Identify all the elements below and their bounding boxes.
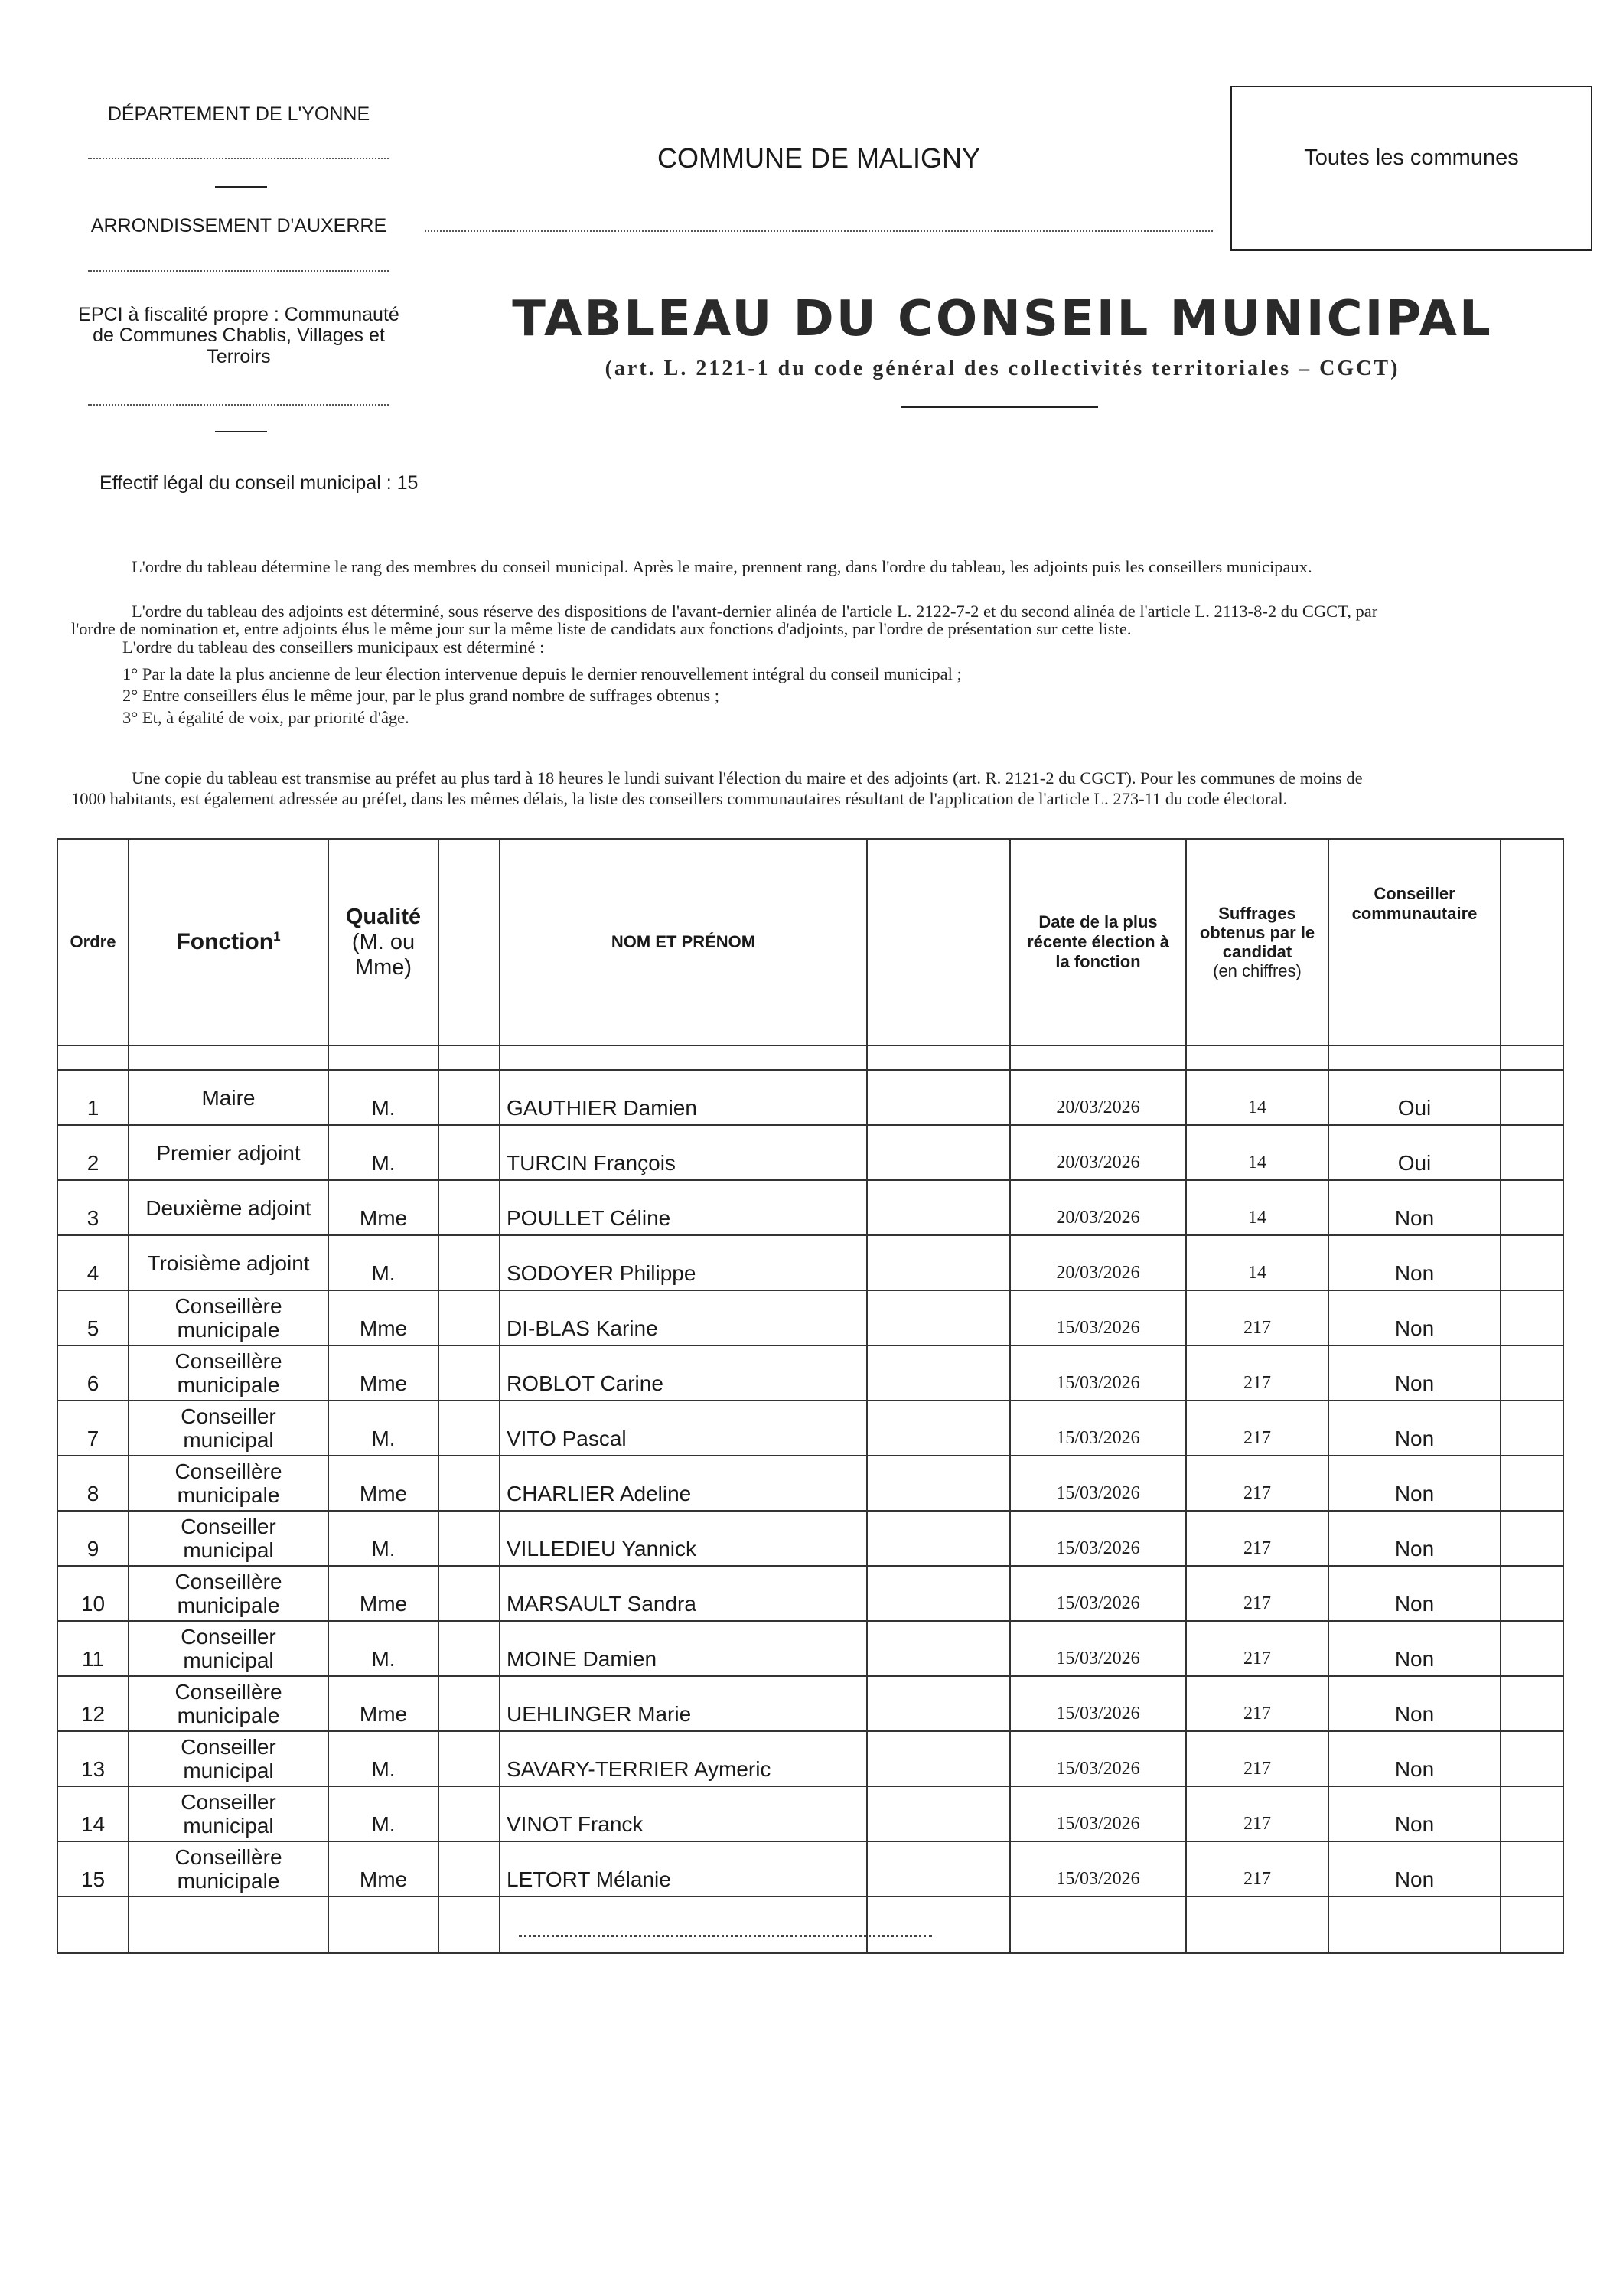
header-suffrages-line-1: Suffrages	[1218, 904, 1296, 923]
cell-suffrages: 217	[1243, 1648, 1271, 1668]
cell-nom: GAUTHIER Damien	[507, 1095, 697, 1120]
header-suffrages-line-2: obtenus par le	[1199, 923, 1315, 942]
cell-date: 15/03/2026	[1056, 1758, 1140, 1779]
page-title: TABLEAU DU CONSEIL MUNICIPAL	[512, 291, 1493, 347]
cell-communautaire: Oui	[1397, 1150, 1432, 1175]
paragraph-5: 2° Entre conseillers élus le même jour, par le plus grand nombre de suffrages obtenus ;	[122, 686, 719, 705]
cell-communautaire: Non	[1394, 1756, 1435, 1781]
cell-fonction-line-1: Conseillère	[174, 1294, 282, 1318]
cell-qualite: M.	[371, 1095, 396, 1120]
paragraph-7a: Une copie du tableau est transmise au préfet au plus tard à 18 heures le lundi suivant l'élection du maire et des adjoints (art. R. 2121-2 du CGCT). Pour les communes de moins de	[132, 768, 1363, 788]
cell-communautaire: Non	[1394, 1646, 1435, 1671]
cell-ordre: 11	[81, 1646, 105, 1671]
header-suffrages-line-3: candidat	[1222, 942, 1292, 961]
cell-communautaire: Non	[1394, 1261, 1435, 1285]
cell-qualite: Mme	[359, 1867, 408, 1891]
table-row	[57, 1401, 1563, 1456]
table-row	[57, 1070, 1563, 1125]
cell-nom: SODOYER Philippe	[507, 1261, 696, 1285]
cell-suffrages: 217	[1243, 1427, 1271, 1448]
cell-communautaire: Non	[1394, 1205, 1435, 1230]
cell-communautaire: Non	[1394, 1591, 1435, 1616]
cell-date: 15/03/2026	[1056, 1648, 1140, 1668]
cell-communautaire: Non	[1394, 1536, 1435, 1561]
cell-date: 15/03/2026	[1056, 1538, 1140, 1558]
cell-qualite: M.	[371, 1646, 396, 1671]
epci-line-2: de Communes Chablis, Villages et	[93, 325, 385, 346]
commune-dotted-line	[425, 230, 1213, 232]
table-row	[57, 1511, 1563, 1566]
header-date-line-2: récente élection à	[1027, 932, 1169, 951]
cell-fonction-line-2: Troisième adjoint	[147, 1251, 310, 1275]
header-nom: NOM ET PRÉNOM	[500, 839, 867, 1045]
cell-fonction-line-2: municipale	[177, 1318, 280, 1342]
cell-fonction-line-1: Conseillère	[174, 1349, 282, 1373]
cell-qualite: Mme	[359, 1371, 408, 1395]
table-row	[57, 1566, 1563, 1621]
cell-fonction-line-2: municipale	[177, 1593, 280, 1617]
cell-nom: MARSAULT Sandra	[507, 1591, 696, 1616]
cell-date: 20/03/2026	[1056, 1097, 1140, 1117]
cell-fonction-line-2: municipale	[177, 1373, 280, 1397]
cell-qualite: M.	[371, 1812, 396, 1836]
header-qualite-line-2: (M. ou	[351, 929, 416, 954]
cell-ordre: 12	[80, 1701, 106, 1726]
cell-fonction-line-1: Conseiller	[181, 1515, 276, 1538]
cell-suffrages: 217	[1243, 1372, 1271, 1393]
cell-ordre: 8	[86, 1481, 99, 1505]
cell-fonction-line-1: Conseillère	[174, 1570, 282, 1593]
cell-communautaire: Non	[1394, 1481, 1435, 1505]
cell-suffrages: 217	[1243, 1758, 1271, 1779]
cell-fonction-line-1: Conseiller	[181, 1790, 276, 1814]
cell-suffrages: 14	[1248, 1097, 1266, 1117]
header-qualite-line-3: Mme)	[354, 954, 412, 980]
cell-ordre: 4	[86, 1261, 99, 1285]
cell-nom: CHARLIER Adeline	[507, 1481, 692, 1505]
title-underline	[901, 406, 1098, 408]
cell-date: 15/03/2026	[1056, 1427, 1140, 1448]
cell-qualite: M.	[371, 1536, 396, 1561]
cell-date: 15/03/2026	[1056, 1593, 1140, 1613]
cell-fonction-line-1: Conseiller	[181, 1404, 276, 1428]
cell-nom: ROBLOT Carine	[507, 1371, 663, 1395]
header-blank-col	[438, 839, 500, 1045]
footnote-marker: 1	[273, 929, 281, 944]
cell-nom: UEHLINGER Marie	[507, 1701, 692, 1726]
separator-dash	[215, 186, 267, 188]
page-subtitle: (art. L. 2121-1 du code général des collectivités territoriales – CGCT)	[605, 357, 1400, 380]
cell-fonction-line-2: municipal	[183, 1538, 274, 1562]
cell-fonction-line-1: Conseillère	[174, 1459, 282, 1483]
header-suffrages-line-4: (en chiffres)	[1213, 961, 1302, 980]
header-date	[1010, 839, 1186, 1045]
cell-fonction-line-2: Maire	[201, 1085, 256, 1110]
header-blank-col	[1501, 839, 1563, 1045]
table-row	[57, 1621, 1563, 1676]
cell-ordre: 14	[80, 1812, 106, 1836]
cell-date: 15/03/2026	[1056, 1868, 1140, 1889]
epci-dotted-line	[88, 404, 389, 406]
cell-communautaire: Non	[1394, 1316, 1435, 1340]
header-conseiller-line-1: Conseiller	[1374, 884, 1455, 903]
cell-communautaire: Non	[1394, 1867, 1435, 1891]
table-row	[57, 1786, 1563, 1841]
paragraph-7b: 1000 habitants, est également adressée au préfet, dans les mêmes délais, la liste des conseillers communautaires résultant de l'application de l'article L. 273-11 du code électoral.	[71, 789, 1288, 808]
separator-dash	[215, 431, 267, 432]
cell-communautaire: Non	[1394, 1371, 1435, 1395]
cell-fonction-line-2: municipal	[183, 1428, 274, 1452]
cell-fonction-line-1: Conseillère	[174, 1845, 282, 1869]
cell-date: 20/03/2026	[1056, 1207, 1140, 1228]
departement-label: DÉPARTEMENT DE L'YONNE	[107, 103, 370, 125]
council-table	[57, 838, 1564, 1954]
cell-nom: VITO Pascal	[507, 1426, 627, 1450]
cell-communautaire: Non	[1394, 1426, 1435, 1450]
header-conseiller-line-2: communautaire	[1351, 904, 1478, 923]
commune-name: COMMUNE DE MALIGNY	[657, 142, 981, 174]
cell-ordre: 10	[80, 1591, 106, 1616]
cell-ordre: 6	[86, 1371, 99, 1395]
table-row	[57, 1180, 1563, 1235]
cell-qualite: Mme	[359, 1205, 408, 1230]
paragraph-3: L'ordre du tableau des conseillers municipaux est déterminé :	[122, 638, 545, 657]
departement-dotted-line	[88, 158, 389, 159]
cell-qualite: Mme	[359, 1481, 408, 1505]
header-suffrages	[1186, 839, 1328, 1045]
cell-suffrages: 217	[1243, 1482, 1271, 1503]
cell-qualite: M.	[371, 1426, 396, 1450]
cell-suffrages: 14	[1248, 1207, 1266, 1228]
cell-fonction-line-2: municipal	[183, 1814, 274, 1838]
cell-nom: POULLET Céline	[507, 1205, 671, 1230]
cell-ordre: 15	[80, 1867, 106, 1891]
paragraph-1: L'ordre du tableau détermine le rang des membres du conseil municipal. Après le maire, prennent rang, dans l'ordre du tableau, les adjoints puis les conseillers municipaux.	[132, 557, 1312, 576]
cell-nom: VILLEDIEU Yannick	[507, 1536, 696, 1561]
empty-last-row	[57, 1896, 1563, 1953]
cell-qualite: M.	[371, 1150, 396, 1175]
cell-date: 15/03/2026	[1056, 1703, 1140, 1724]
cell-fonction-line-1: Conseillère	[174, 1680, 282, 1704]
cell-date: 20/03/2026	[1056, 1152, 1140, 1172]
cell-nom: VINOT Franck	[507, 1812, 644, 1836]
cell-suffrages: 217	[1243, 1538, 1271, 1558]
cell-communautaire: Non	[1394, 1701, 1435, 1726]
cell-fonction-line-2: Deuxième adjoint	[145, 1195, 311, 1220]
cell-fonction-line-2: Premier adjoint	[156, 1140, 301, 1165]
cell-communautaire: Non	[1394, 1812, 1435, 1836]
cell-communautaire: Oui	[1397, 1095, 1432, 1120]
cell-suffrages: 217	[1243, 1593, 1271, 1613]
cell-ordre: 7	[86, 1426, 99, 1450]
cell-ordre: 1	[86, 1095, 99, 1120]
table-row	[57, 1345, 1563, 1401]
cell-qualite: M.	[371, 1756, 396, 1781]
cell-nom: MOINE Damien	[507, 1646, 657, 1671]
table-row	[57, 1290, 1563, 1345]
cell-suffrages: 217	[1243, 1813, 1271, 1834]
cell-qualite: M.	[371, 1261, 396, 1285]
cell-suffrages: 217	[1243, 1703, 1271, 1724]
cell-suffrages: 217	[1243, 1868, 1271, 1889]
paragraph-2b: l'ordre de nomination et, entre adjoints élus le même jour sur la même liste de candidats aux fonctions d'adjoints, par l'ordre de présentation sur cette liste.	[71, 619, 1132, 638]
header-date-line-3: la fonction	[1055, 952, 1141, 971]
table-row	[57, 1731, 1563, 1786]
cell-fonction-line-1: Conseiller	[181, 1625, 276, 1649]
cell-qualite: Mme	[359, 1701, 408, 1726]
cell-fonction-line-2: municipale	[177, 1704, 280, 1727]
table-row	[57, 1125, 1563, 1180]
header-qualite-line-1: Qualité	[345, 904, 422, 929]
cell-fonction-line-2: municipale	[177, 1483, 280, 1507]
cell-date: 20/03/2026	[1056, 1262, 1140, 1283]
cell-ordre: 3	[86, 1205, 99, 1230]
header-fonction-label: Fonction	[176, 929, 274, 954]
spacer-row	[57, 1045, 1563, 1070]
cell-fonction-line-2: municipale	[177, 1869, 280, 1893]
cell-date: 15/03/2026	[1056, 1372, 1140, 1393]
header-conseiller	[1328, 839, 1501, 1045]
table-row	[57, 1676, 1563, 1731]
paragraph-2a: L'ordre du tableau des adjoints est déterminé, sous réserve des dispositions de l'avant-dernier alinéa de l'article L. 2122-7-2 et du second alinéa de l'article L. 2113-8-2 du CGCT, par	[132, 602, 1378, 621]
table-header-row	[57, 839, 1563, 1045]
cell-ordre: 2	[86, 1150, 99, 1175]
cell-ordre: 13	[80, 1756, 106, 1781]
table-row	[57, 1841, 1563, 1896]
scope-box-label: Toutes les communes	[1304, 145, 1519, 170]
cell-nom: SAVARY-TERRIER Aymeric	[507, 1756, 771, 1781]
table-row	[57, 1456, 1563, 1511]
cell-suffrages: 14	[1248, 1262, 1266, 1283]
cell-fonction-line-2: municipal	[183, 1759, 274, 1782]
header-qualite	[328, 839, 438, 1045]
cell-ordre: 5	[86, 1316, 99, 1340]
cell-nom: DI-BLAS Karine	[507, 1316, 658, 1340]
cell-nom: LETORT Mélanie	[507, 1867, 671, 1891]
blank-name-dotted-line	[500, 1896, 867, 1953]
cell-fonction-line-1: Conseiller	[181, 1735, 276, 1759]
cell-nom: TURCIN François	[507, 1150, 676, 1175]
header-date-line-1: Date de la plus	[1038, 912, 1158, 931]
header-ordre: Ordre	[57, 839, 129, 1045]
header-fonction	[129, 839, 328, 1045]
cell-date: 15/03/2026	[1056, 1482, 1140, 1503]
paragraph-6: 3° Et, à égalité de voix, par priorité d'âge.	[122, 708, 409, 727]
cell-date: 15/03/2026	[1056, 1317, 1140, 1338]
arrondissement-dotted-line	[88, 270, 389, 272]
scope-box	[1230, 86, 1592, 251]
cell-suffrages: 14	[1248, 1152, 1266, 1172]
paragraph-4: 1° Par la date la plus ancienne de leur élection intervenue depuis le dernier renouvellement intégral du conseil municipal ;	[122, 664, 962, 683]
cell-qualite: Mme	[359, 1591, 408, 1616]
epci-line-3: Terroirs	[207, 346, 271, 367]
header-blank-col	[867, 839, 1010, 1045]
cell-ordre: 9	[86, 1536, 99, 1561]
cell-qualite: Mme	[359, 1316, 408, 1340]
cell-fonction-line-2: municipal	[183, 1649, 274, 1672]
cell-suffrages: 217	[1243, 1317, 1271, 1338]
epci-line-1: EPCI à fiscalité propre : Communauté	[78, 304, 399, 325]
table-row	[57, 1235, 1563, 1290]
effectif-legal: Effectif légal du conseil municipal : 15	[99, 472, 419, 494]
cell-date: 15/03/2026	[1056, 1813, 1140, 1834]
arrondissement-label: ARRONDISSEMENT D'AUXERRE	[90, 215, 387, 236]
